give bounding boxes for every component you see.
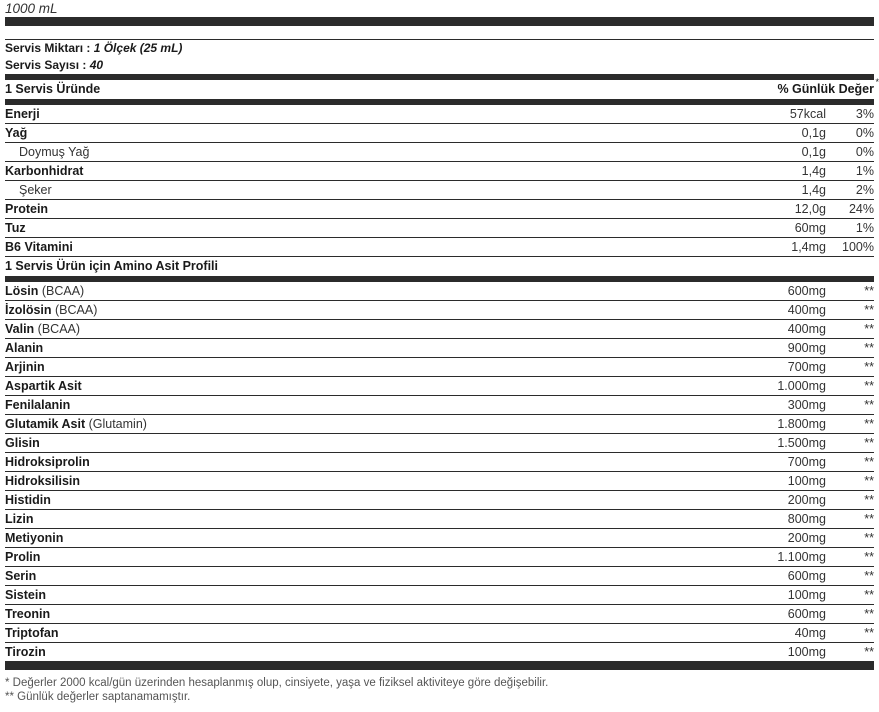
amino-name [5,548,706,566]
amino-name-text: Valin [5,322,35,336]
amino-name [5,643,706,661]
nutrient-amount: 1,4g [801,164,826,178]
amino-amount: 600mg [787,284,826,298]
amino-name [5,320,706,338]
amino-amount: 600mg [787,607,826,621]
amino-name [5,377,706,395]
nutrition-header [5,77,879,99]
nutrient-name [5,181,706,199]
amino-name-text: Aspartik Asit [5,379,82,393]
amino-name [5,396,706,414]
nutrient-amount: 1,4mg [791,240,826,254]
amino-row [5,339,874,358]
amino-daily-value: ** [864,607,874,621]
amino-name [5,415,706,433]
serving-count-value: 40 [89,58,104,72]
nutrient-row [5,238,874,256]
amino-row [5,643,874,661]
nutrition-header-right [777,77,879,99]
amino-name [5,434,706,452]
serving-count-label: Servis Sayısı : [5,58,87,72]
amino-note: (BCAA) [37,322,81,336]
amino-note: (BCAA) [55,303,98,317]
amino-daily-value: ** [864,531,874,545]
nutrient-amount: 12,0g [794,202,826,216]
nutrient-row [5,124,874,143]
nutrient-amount: 1,4g [801,183,826,197]
amino-daily-value: ** [864,303,874,317]
nutrient-name-text: Yağ [5,126,28,140]
amino-daily-value: ** [864,493,874,507]
amino-name-text: Glutamik Asit [5,417,86,431]
amino-name [5,282,706,300]
amino-row [5,377,874,396]
nutrient-row [5,162,874,181]
amino-row [5,396,874,415]
amino-daily-value: ** [864,398,874,412]
serving-size-value: 1 Ölçek (25 mL) [93,41,183,55]
amino-row [5,567,874,586]
amino-amount: 200mg [787,493,826,507]
amino-amount: 700mg [787,360,826,374]
amino-name [5,339,706,357]
nutrient-daily-value: 1% [855,164,874,178]
amino-name-text: Hidroksiprolin [5,455,90,469]
amino-amount: 900mg [787,341,826,355]
amino-amount: 600mg [787,569,826,583]
amino-name-text: Sistein [5,588,46,602]
daily-value-mark: * [875,77,879,87]
amino-name-text: Alanin [5,341,44,355]
amino-name-text: Prolin [5,550,41,564]
amino-amount: 1.500mg [777,436,826,450]
daily-value-heading: % Günlük Değer [777,82,874,96]
amino-name-text: Tirozin [5,645,46,659]
nutrient-name-text: Doymuş Yağ [19,145,90,159]
amino-row [5,434,874,453]
amino-name [5,605,706,623]
amino-name-text: Histidin [5,493,51,507]
amino-name-text: Lizin [5,512,34,526]
footnote-2: ** Günlük değerler saptanamamıştır. [5,691,191,703]
amino-name-text: Treonin [5,607,51,621]
nutrient-row [5,143,874,162]
amino-name-text: Serin [5,569,37,583]
amino-daily-value: ** [864,360,874,374]
amino-row [5,415,874,434]
nutrient-amount: 60mg [794,221,826,235]
amino-amount: 40mg [794,626,826,640]
amino-note: (Glutamin) [88,417,147,431]
nutrient-name [5,143,706,161]
nutrient-amount: 0,1g [801,126,826,140]
amino-row [5,472,874,491]
nutrient-daily-value: 1% [855,221,874,235]
nutrient-amount: 57kcal [789,107,826,121]
nutrient-daily-value: 24% [848,202,874,216]
amino-amount: 1.000mg [777,379,826,393]
amino-daily-value: ** [864,569,874,583]
volume-label: 1000 mL [5,1,58,16]
amino-row [5,491,874,510]
amino-daily-value: ** [864,284,874,298]
nutrient-daily-value: 3% [855,107,874,121]
nutrient-name-text: Karbonhidrat [5,164,84,178]
amino-daily-value: ** [864,417,874,431]
divider-thick [5,17,874,26]
amino-note: (BCAA) [41,284,85,298]
amino-daily-value: ** [864,645,874,659]
nutrient-name [5,162,706,180]
amino-amount: 700mg [787,455,826,469]
nutrient-row [5,181,874,200]
amino-name-text: Lösin [5,284,39,298]
amino-amount: 1.800mg [777,417,826,431]
amino-row [5,282,874,301]
nutrient-row [5,200,874,219]
amino-amount: 100mg [787,474,826,488]
footnote-1: * Değerler 2000 kcal/gün üzerinden hesaplanmış olup, cinsiyete, yaşa ve fiziksel aktiviteye göre değişebilir. [5,677,549,689]
serving-size-label: Servis Miktarı : [5,41,91,55]
nutrient-name-text: Enerji [5,107,40,121]
nutrient-name-text: Şeker [19,183,52,197]
amino-name [5,472,706,490]
nutrient-name [5,219,706,237]
divider-thick [5,661,874,670]
amino-daily-value: ** [864,626,874,640]
nutrient-name-text: Tuz [5,221,26,235]
amino-amount: 1.100mg [777,550,826,564]
amino-row [5,320,874,339]
amino-daily-value: ** [864,588,874,602]
serving-size [5,40,874,57]
amino-daily-value: ** [864,379,874,393]
amino-amount: 400mg [787,303,826,317]
amino-amount: 800mg [787,512,826,526]
amino-name-text: Glisin [5,436,40,450]
amino-name [5,567,706,585]
amino-name [5,586,706,604]
amino-amount: 400mg [787,322,826,336]
nutrient-daily-value: 2% [855,183,874,197]
nutrient-daily-value: 100% [842,240,874,254]
amino-amount: 100mg [787,645,826,659]
amino-row [5,510,874,529]
amino-daily-value: ** [864,512,874,526]
amino-name-text: Metiyonin [5,531,64,545]
amino-daily-value: ** [864,322,874,336]
nutrient-daily-value: 0% [855,145,874,159]
amino-table [5,282,874,661]
nutrient-name [5,105,706,123]
nutrition-facts-panel [5,0,879,704]
nutrient-name [5,124,706,142]
amino-name [5,358,706,376]
amino-daily-value: ** [864,436,874,450]
nutrient-name [5,238,706,256]
amino-row [5,624,874,643]
amino-header: 1 Servis Ürün için Amino Asit Profili [5,259,219,273]
nutrient-row [5,105,874,124]
amino-name-text: Triptofan [5,626,59,640]
amino-daily-value: ** [864,455,874,469]
amino-row [5,548,874,567]
amino-name [5,491,706,509]
nutrition-header-left: 1 Servis Üründe [5,82,101,96]
amino-row [5,529,874,548]
amino-name [5,453,706,471]
amino-row [5,453,874,472]
nutrient-name-text: B6 Vitamini [5,240,73,254]
nutrient-name [5,200,706,218]
amino-name [5,510,706,528]
nutrient-row [5,219,874,238]
nutrient-name-text: Protein [5,202,49,216]
amino-daily-value: ** [864,550,874,564]
amino-amount: 200mg [787,531,826,545]
amino-name-text: Arjinin [5,360,45,374]
nutrient-daily-value: 0% [855,126,874,140]
amino-row [5,358,874,377]
amino-row [5,301,874,320]
amino-name [5,301,706,319]
amino-daily-value: ** [864,474,874,488]
serving-count [5,57,874,74]
amino-row [5,605,874,624]
amino-name-text: İzolösin [5,303,52,317]
amino-daily-value: ** [864,341,874,355]
amino-name-text: Fenilalanin [5,398,71,412]
footnotes [5,676,874,704]
amino-amount: 100mg [787,588,826,602]
amino-name-text: Hidroksilisin [5,474,81,488]
amino-name [5,529,706,547]
amino-amount: 300mg [787,398,826,412]
amino-row [5,586,874,605]
nutrients-table [5,105,874,256]
amino-name [5,624,706,642]
nutrient-amount: 0,1g [801,145,826,159]
